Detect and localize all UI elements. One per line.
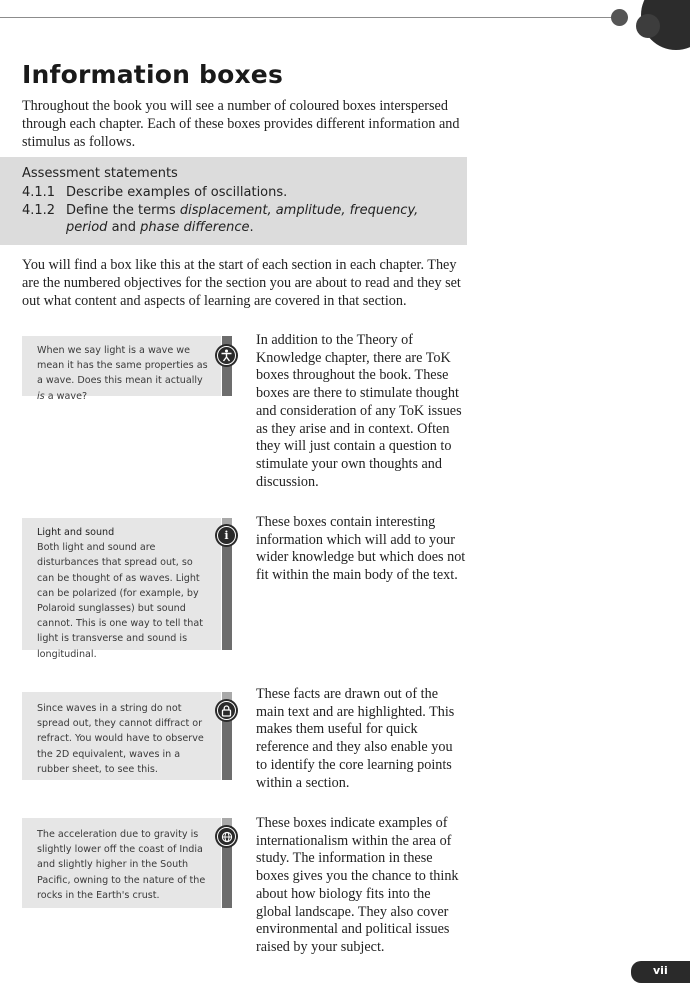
tok-box-text-end: a wave? <box>47 390 88 402</box>
tok-box <box>22 336 221 402</box>
statement-end: . <box>249 220 254 235</box>
assessment-statement <box>22 202 436 236</box>
assessment-statement <box>22 184 436 201</box>
info-icon: i <box>215 524 238 547</box>
assessment-explanation: You will find a box like this at the start of each section in each chapter. They are the numbered objectives for the section you are about to read and they set out what content and aspects of learning are covered in that section. <box>22 257 461 309</box>
statement-number: 4.1.2 <box>22 203 56 218</box>
statement-connector: and <box>111 220 137 235</box>
statement-text <box>66 202 436 236</box>
header-circle-medium <box>636 14 660 38</box>
header-rule <box>0 17 612 18</box>
key-fact-box-text: Since waves in a string do not spread out, they cannot diffract or refract. You would have to observe the 2D equivalent, waves in a rubber sheet, to see this. <box>37 703 204 775</box>
info-box <box>22 518 221 660</box>
header-circle-small <box>611 9 628 26</box>
key-fact-icon <box>215 699 238 722</box>
key-fact-description: These facts are drawn out of the main text and are highlighted. This makes them useful for quick reference and they also enable you to identify the core learning points within a section. <box>256 686 455 791</box>
tok-box-text: When we say light is a wave we mean it has the same properties as a wave. Does this mean it actually <box>37 345 208 387</box>
statement-text: Describe examples of oscillations. <box>66 185 288 200</box>
international-description: These boxes indicate examples of internationalism within the area of study. The information in these boxes gives you the chance to think about how biology fits into the global landscape. They also cover environmental and political issues raised by your subject. <box>256 815 459 955</box>
tok-box-emphasis: is <box>37 390 45 402</box>
tok-description: In addition to the Theory of Knowledge chapter, there are ToK boxes throughout the book. These boxes are there to stimulate thought and consideration of any ToK issues as they arise and in context. Often they will just contain a question to stimulate your own thoughts and discussion. <box>256 332 462 490</box>
info-box-text: Both light and sound are disturbances that spread out, so can be thought of as waves. Light can be polarized (for example, by Polaroid sunglasses) but sound cannot. This is one way to tell that light is transverse and sound is longitudinal. <box>37 542 203 660</box>
globe-icon <box>215 825 238 848</box>
international-box <box>22 818 221 908</box>
international-box-text: The acceleration due to gravity is slightly lower off the coast of India and slightly higher in the South Pacific, owning to the nature of the rocks in the Earth's crust. <box>37 829 206 901</box>
intro-paragraph: Throughout the book you will see a number of coloured boxes interspersed through each chapter. Each of these boxes provides different information and stimulus as follows. <box>22 98 460 150</box>
page-title: Information boxes <box>22 60 284 89</box>
info-box-title: Light and sound <box>37 527 115 538</box>
info-description: These boxes contain interesting information which will add to your wider knowledge but which does not fit within the main body of the text. <box>256 514 466 584</box>
key-fact-box <box>22 692 221 780</box>
page-number: vii <box>653 964 668 977</box>
assessment-box <box>0 157 467 245</box>
statement-terms: displacement, amplitude, frequency, period <box>66 203 419 235</box>
statement-last-term: phase difference <box>140 220 250 235</box>
assessment-heading: Assessment statements <box>22 166 178 181</box>
tok-person-icon <box>215 344 238 367</box>
statement-lead: Define the terms <box>66 203 176 218</box>
statement-number: 4.1.1 <box>22 185 56 200</box>
